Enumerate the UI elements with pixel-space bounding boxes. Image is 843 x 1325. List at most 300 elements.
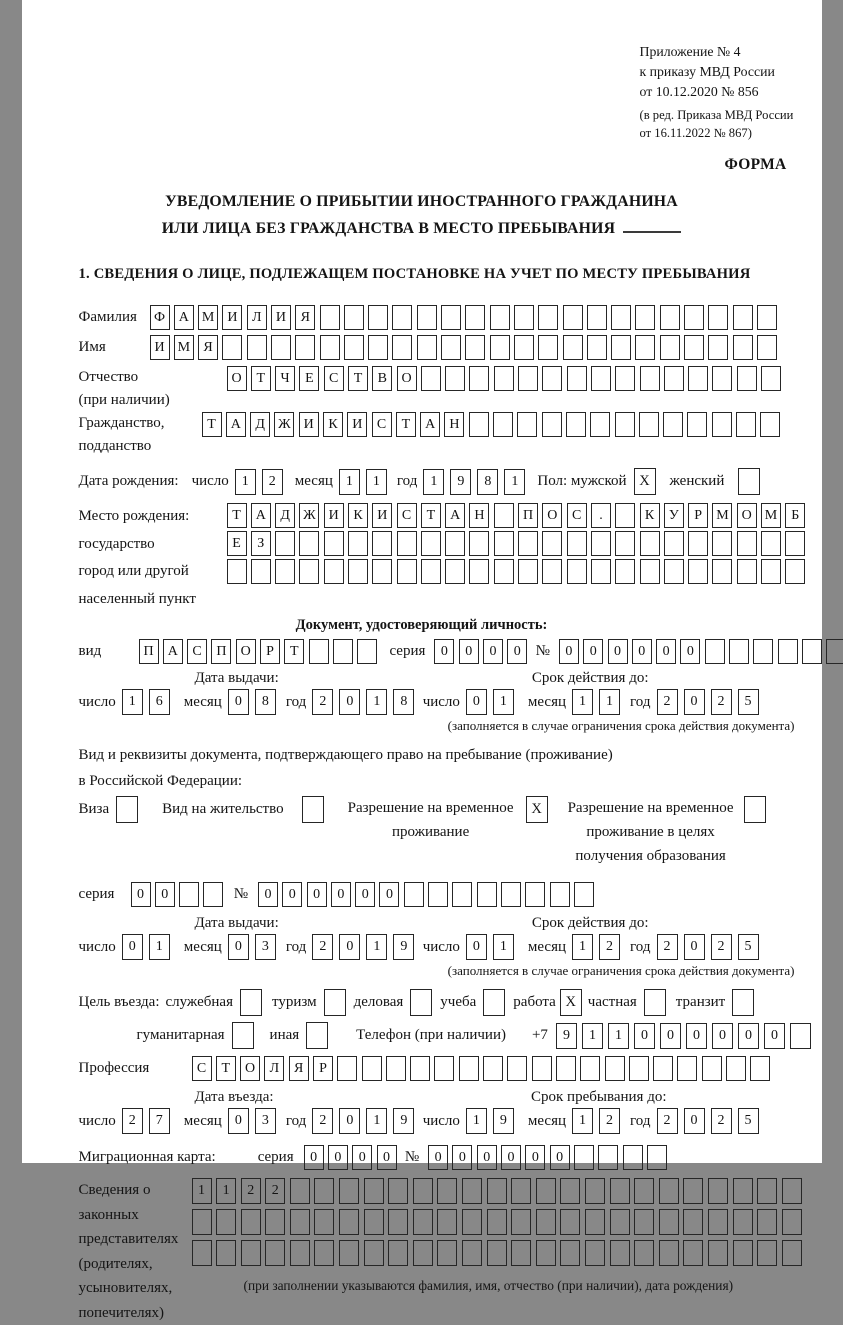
char-box [421, 531, 441, 556]
temp-residence-label [348, 796, 514, 844]
identity-valid-year-field[interactable] [657, 689, 765, 715]
char-box [574, 1145, 594, 1170]
char-box [536, 1209, 556, 1235]
purpose-official-checkbox[interactable] [240, 989, 262, 1016]
surname-field[interactable] [150, 305, 782, 330]
char-box [517, 412, 537, 437]
char-box [610, 1178, 630, 1204]
char-box [525, 882, 545, 907]
char-box [687, 412, 707, 437]
char-box: 8 [393, 689, 414, 715]
char-box [487, 1240, 507, 1266]
char-box [441, 305, 461, 330]
char-box [397, 559, 417, 584]
temp-residence-education-checkbox[interactable] [744, 796, 766, 823]
migration-number-field[interactable] [428, 1145, 671, 1170]
char-box [501, 882, 521, 907]
char-box: 0 [379, 882, 399, 907]
char-box [574, 882, 594, 907]
birth-date-row [79, 468, 807, 495]
char-box [736, 412, 756, 437]
char-box: 5 [738, 689, 759, 715]
char-box [610, 1209, 630, 1235]
char-box [320, 305, 340, 330]
char-box [227, 559, 247, 584]
char-box: 0 [764, 1023, 785, 1049]
residence-valid-until-date [423, 934, 765, 960]
char-box [585, 1240, 605, 1266]
char-box [684, 305, 704, 330]
char-box [413, 1240, 433, 1266]
title-blank-underline [623, 219, 681, 233]
residence-permit-checkbox[interactable] [302, 796, 324, 823]
char-box [615, 559, 635, 584]
stay-year-field[interactable] [657, 1108, 765, 1134]
month-word: месяц [528, 1113, 566, 1130]
char-box [757, 305, 777, 330]
purpose-tourism-option [272, 989, 346, 1016]
form-label: ФОРМА [79, 156, 807, 174]
char-box: 0 [228, 689, 249, 715]
purpose-study-checkbox[interactable] [483, 989, 505, 1016]
temp-residence-education-label-line: проживание в целях [568, 820, 734, 844]
char-box [251, 559, 271, 584]
representatives-label-line: Сведения о [79, 1178, 192, 1203]
char-box: З [251, 531, 271, 556]
char-box [761, 366, 781, 391]
char-box [590, 412, 610, 437]
char-box: Я [198, 335, 218, 360]
char-box [275, 531, 295, 556]
char-box: Т [202, 412, 222, 437]
appendix-block [640, 42, 807, 142]
migration-number-label: № [405, 1149, 419, 1166]
char-box [802, 639, 822, 664]
surname-label: Фамилия [79, 309, 150, 326]
residence-issue-year-field[interactable] [312, 934, 420, 960]
char-box: 0 [525, 1145, 545, 1170]
char-box [487, 1178, 507, 1204]
purpose-private-checkbox[interactable] [644, 989, 666, 1016]
residence-doc-intro [79, 742, 807, 794]
purpose-other-checkbox[interactable] [306, 1022, 328, 1049]
char-box: А [445, 503, 465, 528]
purpose-transit-checkbox[interactable] [732, 989, 754, 1016]
char-box: 0 [684, 934, 705, 960]
char-box: 0 [684, 1108, 705, 1134]
char-box: О [737, 503, 757, 528]
purpose-humanitarian-option [137, 1022, 254, 1049]
issue-date-caption: Дата выдачи: [195, 670, 279, 687]
char-box: Л [264, 1056, 284, 1081]
char-box [782, 1178, 802, 1204]
char-box: 9 [450, 469, 471, 495]
char-box [299, 531, 319, 556]
char-box [542, 559, 562, 584]
purpose-work-checkbox[interactable]: X [560, 989, 582, 1016]
given-name-field[interactable] [150, 335, 782, 360]
char-box: 0 [459, 639, 479, 664]
residence-issue-day-field[interactable] [122, 934, 176, 960]
residence-issue-month-field[interactable] [228, 934, 282, 960]
char-box: 1 [122, 689, 143, 715]
char-box [560, 1178, 580, 1204]
entry-date-captions [79, 1089, 807, 1106]
profession-field[interactable] [192, 1056, 775, 1081]
char-box [683, 1178, 703, 1204]
purpose-tourism-checkbox[interactable] [324, 989, 346, 1016]
char-box: В [372, 366, 392, 391]
representatives-field-row2[interactable] [192, 1209, 807, 1235]
char-box [483, 1056, 503, 1081]
char-box [712, 366, 732, 391]
identity-doc-date-captions [79, 670, 807, 687]
char-box: П [211, 639, 231, 664]
patronymic-field[interactable] [227, 366, 786, 391]
char-box [560, 1240, 580, 1266]
residence-number-label: № [234, 886, 248, 903]
char-box [647, 1145, 667, 1170]
form-title-line1: УВЕДОМЛЕНИЕ О ПРИБЫТИИ ИНОСТРАННОГО ГРАЖДАНИНА [79, 188, 765, 215]
char-box [591, 531, 611, 556]
char-box: 1 [572, 934, 593, 960]
purpose-transit-option [676, 989, 754, 1016]
char-box: Б [785, 503, 805, 528]
purpose-label: Цель въезда: [79, 994, 160, 1011]
identity-doc-note: (заполняется в случае ограничения срока действия документа) [79, 718, 807, 734]
char-box [778, 639, 798, 664]
char-box [782, 1240, 802, 1266]
char-box: 5 [738, 934, 759, 960]
given-name-row [79, 335, 807, 360]
char-box: 0 [712, 1023, 733, 1049]
char-box [790, 1023, 811, 1049]
char-box: П [518, 503, 538, 528]
entry-date-caption: Дата въезда: [195, 1089, 274, 1106]
char-box: 0 [258, 882, 278, 907]
temp-residence-option [348, 796, 548, 844]
migration-series-field[interactable] [304, 1145, 401, 1170]
char-box: 1 [339, 469, 360, 495]
char-box [733, 305, 753, 330]
char-box [511, 1209, 531, 1235]
char-box: 2 [312, 934, 333, 960]
char-box [634, 1178, 654, 1204]
char-box: 0 [131, 882, 151, 907]
identity-issue-date [79, 689, 421, 715]
identity-issue-day-field[interactable] [122, 689, 176, 715]
char-box [445, 559, 465, 584]
char-box [663, 412, 683, 437]
char-box [598, 1145, 618, 1170]
char-box: 5 [738, 1108, 759, 1134]
char-box: 0 [501, 1145, 521, 1170]
char-box [538, 335, 558, 360]
char-box: 0 [608, 639, 628, 664]
char-box [465, 335, 485, 360]
char-box [362, 1056, 382, 1081]
char-box [587, 305, 607, 330]
char-box [518, 531, 538, 556]
char-box [192, 1209, 212, 1235]
char-box: Н [469, 503, 489, 528]
birth-month-field[interactable] [339, 469, 393, 495]
char-box [560, 1209, 580, 1235]
char-box [587, 335, 607, 360]
identity-issue-month-field[interactable] [228, 689, 282, 715]
residence-doc-intro-line1: Вид и реквизиты документа, подтверждающего право на пребывание (проживание) [79, 742, 807, 768]
char-box: 0 [660, 1023, 681, 1049]
char-box [386, 1056, 406, 1081]
char-box [591, 366, 611, 391]
representatives-label-line: законных [79, 1203, 192, 1228]
char-box: 0 [355, 882, 375, 907]
char-box: 0 [228, 1108, 249, 1134]
representatives-block [79, 1178, 807, 1325]
char-box: П [139, 639, 159, 664]
char-box: Т [421, 503, 441, 528]
char-box [493, 412, 513, 437]
day-word: число [423, 939, 460, 956]
char-box: О [240, 1056, 260, 1081]
char-box: Р [313, 1056, 333, 1081]
patronymic-row [79, 366, 807, 412]
phone-field[interactable] [556, 1023, 816, 1049]
char-box: 1 [366, 689, 387, 715]
char-box [688, 531, 708, 556]
char-box [563, 335, 583, 360]
char-box [733, 335, 753, 360]
char-box [615, 531, 635, 556]
char-box: М [198, 305, 218, 330]
char-box: 1 [572, 1108, 593, 1134]
char-box [684, 335, 704, 360]
char-box: С [372, 412, 392, 437]
char-box [462, 1209, 482, 1235]
char-box: 1 [423, 469, 444, 495]
year-word: год [397, 473, 417, 490]
year-word: год [286, 939, 306, 956]
char-box [324, 559, 344, 584]
char-box [222, 335, 242, 360]
char-box: 9 [493, 1108, 514, 1134]
char-box [437, 1240, 457, 1266]
appendix-line: от 10.12.2020 № 856 [640, 82, 807, 102]
entry-day-field[interactable] [122, 1108, 176, 1134]
temp-residence-label-line: проживание [348, 820, 514, 844]
char-box [683, 1209, 703, 1235]
char-box [437, 1178, 457, 1204]
residence-valid-day-field[interactable] [466, 934, 520, 960]
char-box: 1 [366, 1108, 387, 1134]
char-box [337, 1056, 357, 1081]
char-box: 2 [711, 1108, 732, 1134]
char-box [653, 1056, 673, 1081]
stay-day-field[interactable] [466, 1108, 520, 1134]
char-box [511, 1178, 531, 1204]
char-box [413, 1209, 433, 1235]
representatives-label-line: усыновителях, [79, 1276, 192, 1301]
residence-valid-year-field[interactable] [657, 934, 765, 960]
birth-day-field[interactable] [235, 469, 289, 495]
char-box: И [324, 503, 344, 528]
representatives-note: (при заполнении указываются фамилия, имя, отчество (при наличии), дата рождения) [244, 1278, 807, 1294]
residence-issue-date [79, 934, 421, 960]
char-box: 0 [339, 1108, 360, 1134]
char-box [490, 305, 510, 330]
doc-number-label: № [536, 643, 550, 660]
char-box: 0 [377, 1145, 397, 1170]
char-box [532, 1056, 552, 1081]
birth-place-field-row2[interactable] [227, 531, 810, 556]
residence-valid-month-field[interactable] [572, 934, 626, 960]
char-box [538, 305, 558, 330]
form-title-line2: ИЛИ ЛИЦА БЕЗ ГРАЖДАНСТВА В МЕСТО ПРЕБЫВАНИЯ [162, 220, 615, 237]
char-box: С [567, 503, 587, 528]
char-box [518, 559, 538, 584]
amendment-line: (в ред. Приказа МВД России [640, 107, 807, 125]
doc-series-field[interactable] [434, 639, 531, 664]
residence-doc-date-captions [79, 915, 807, 932]
entry-month-field[interactable] [228, 1108, 282, 1134]
char-box: 1 [608, 1023, 629, 1049]
birth-place-label [79, 503, 227, 613]
purpose-transit-label: транзит [676, 994, 725, 1011]
section1-heading: 1. СВЕДЕНИЯ О ЛИЦЕ, ПОДЛЕЖАЩЕМ ПОСТАНОВКЕ НА УЧЕТ ПО МЕСТУ ПРЕБЫВАНИЯ [79, 266, 807, 283]
sex-male-checkbox[interactable]: X [634, 468, 656, 495]
doc-number-field[interactable] [559, 639, 843, 664]
representatives-field-row3[interactable] [192, 1240, 807, 1266]
visa-checkbox[interactable] [116, 796, 138, 823]
char-box: 0 [428, 1145, 448, 1170]
char-box: 1 [599, 689, 620, 715]
day-word: число [423, 694, 460, 711]
char-box [785, 559, 805, 584]
representatives-label-line: попечителях) [79, 1301, 192, 1325]
residence-doc-dates-row [79, 934, 807, 960]
char-box [465, 305, 485, 330]
char-box: 0 [477, 1145, 497, 1170]
purpose-official-option [165, 989, 262, 1016]
char-box [733, 1240, 753, 1266]
char-box: С [187, 639, 207, 664]
char-box [660, 335, 680, 360]
birth-place-label-line: населенный пункт [79, 586, 227, 614]
entry-date [79, 1108, 421, 1134]
char-box: И [299, 412, 319, 437]
representatives-field-row1[interactable] [192, 1178, 807, 1204]
char-box: 2 [657, 1108, 678, 1134]
char-box [392, 305, 412, 330]
char-box [477, 882, 497, 907]
birth-place-field-row1[interactable] [227, 503, 810, 528]
char-box: 0 [686, 1023, 707, 1049]
char-box [265, 1209, 285, 1235]
identity-issue-year-field[interactable] [312, 689, 420, 715]
identity-valid-month-field[interactable] [572, 689, 626, 715]
residence-series-field[interactable] [131, 882, 228, 907]
amendment-line: от 16.11.2022 № 867) [640, 125, 807, 143]
char-box [462, 1178, 482, 1204]
sex-female-checkbox[interactable] [738, 468, 760, 495]
char-box [757, 335, 777, 360]
char-box [761, 559, 781, 584]
identity-doc-dates-row [79, 689, 807, 715]
char-box: 8 [477, 469, 498, 495]
char-box [760, 412, 780, 437]
char-box: 1 [493, 934, 514, 960]
day-word: число [79, 1113, 116, 1130]
char-box: 2 [312, 689, 333, 715]
residence-number-field[interactable] [258, 882, 598, 907]
char-box [445, 366, 465, 391]
char-box [339, 1178, 359, 1204]
char-box [494, 531, 514, 556]
char-box [290, 1240, 310, 1266]
birth-place-label-line: город или другой [79, 558, 227, 586]
char-box [452, 882, 472, 907]
char-box: 2 [241, 1178, 261, 1204]
char-box [708, 305, 728, 330]
form-title-line2-wrap [79, 215, 765, 242]
char-box [757, 1209, 777, 1235]
purpose-other-label: иная [270, 1027, 300, 1044]
char-box [634, 1209, 654, 1235]
temp-residence-checkbox[interactable]: X [526, 796, 548, 823]
char-box [357, 639, 377, 664]
char-box: 0 [483, 639, 503, 664]
char-box [324, 531, 344, 556]
purpose-humanitarian-checkbox[interactable] [232, 1022, 254, 1049]
char-box [639, 412, 659, 437]
month-word: месяц [528, 939, 566, 956]
entry-year-field[interactable] [312, 1108, 420, 1134]
purpose-official-label: служебная [165, 994, 233, 1011]
birth-place-field-row3[interactable] [227, 559, 810, 584]
migration-card-label: Миграционная карта: [79, 1149, 216, 1166]
char-box: 8 [255, 689, 276, 715]
stay-month-field[interactable] [572, 1108, 626, 1134]
char-box [683, 1240, 703, 1266]
char-box: 7 [149, 1108, 170, 1134]
identity-valid-day-field[interactable] [466, 689, 520, 715]
char-box: 2 [265, 1178, 285, 1204]
char-box [299, 559, 319, 584]
char-box: И [372, 503, 392, 528]
char-box [388, 1240, 408, 1266]
birth-year-field[interactable] [423, 469, 531, 495]
char-box [542, 412, 562, 437]
char-box [580, 1056, 600, 1081]
representatives-label [79, 1178, 192, 1325]
char-box: 2 [312, 1108, 333, 1134]
representatives-fields [192, 1178, 807, 1294]
char-box [507, 1056, 527, 1081]
char-box [392, 335, 412, 360]
doc-type-field[interactable] [139, 639, 382, 664]
char-box [605, 1056, 625, 1081]
char-box [733, 1209, 753, 1235]
char-box: 0 [434, 639, 454, 664]
char-box: А [163, 639, 183, 664]
purpose-business-checkbox[interactable] [410, 989, 432, 1016]
given-name-label: Имя [79, 339, 150, 356]
stay-until-date [423, 1108, 765, 1134]
char-box: 0 [684, 689, 705, 715]
char-box: 0 [352, 1145, 372, 1170]
citizenship-field[interactable] [202, 412, 785, 437]
char-box: 2 [711, 934, 732, 960]
